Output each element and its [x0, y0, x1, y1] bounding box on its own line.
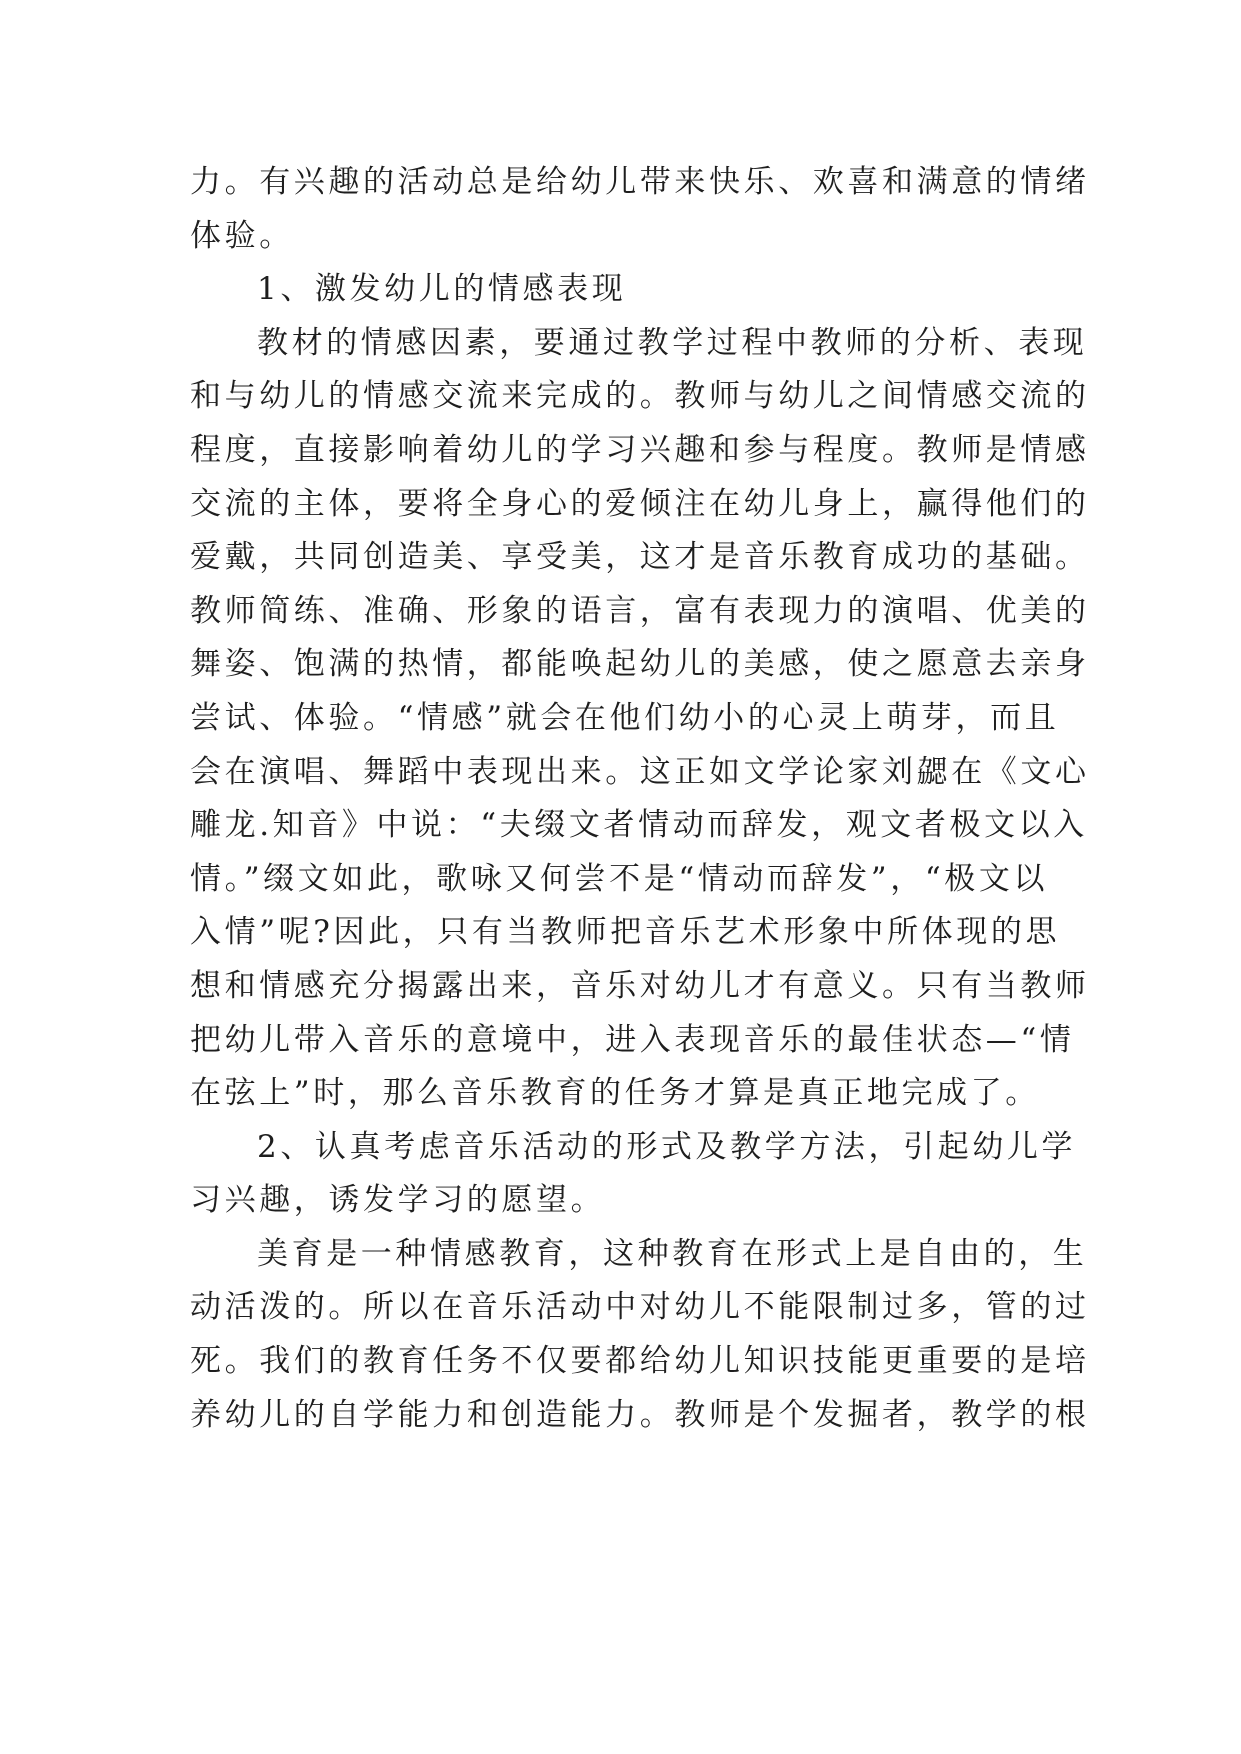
text-line: 教师简练、准确、形象的语言，富有表现力的演唱、优美的: [190, 592, 1090, 629]
text-line: 爱戴，共同创造美、享受美，这才是音乐教育成功的基础。: [190, 539, 1090, 576]
text-line: 在弦上”时，那么音乐教育的任务才算是真正地完成了。: [190, 1075, 1040, 1112]
text-line: 动活泼的。所以在音乐活动中对幼儿不能限制过多，管的过: [190, 1289, 1090, 1326]
text-line: 情。”缀文如此，歌咏又何尝不是“情动而辞发”，“极文以: [190, 860, 1049, 897]
text-line: 死。我们的教育任务不仅要都给幼儿知识技能更重要的是培: [190, 1343, 1090, 1380]
text-line: 力。有兴趣的活动总是给幼儿带来快乐、欢喜和满意的情绪: [190, 164, 1090, 200]
document-body: [190, 156, 1090, 1442]
text-line: 雕龙.知音》中说：“夫缀文者情动而辞发，观文者极文以入: [190, 807, 1088, 844]
text-line: 把幼儿带入音乐的意境中，进入表现音乐的最佳状态—“情: [190, 1021, 1075, 1058]
text-line: 入情”呢?因此，只有当教师把音乐艺术形象中所体现的思: [190, 914, 1061, 951]
text-line: 舞姿、饱满的热情，都能唤起幼儿的美感，使之愿意去亲身: [190, 646, 1090, 683]
paragraph-first-line: 教材的情感因素，要通过教学过程中教师的分析、表现: [257, 324, 1088, 361]
text-line: 程度，直接影响着幼儿的学习兴趣和参与程度。教师是情感: [190, 431, 1090, 468]
text-line: 习兴趣，诱发学习的愿望。: [190, 1182, 606, 1219]
text-line: 和与幼儿的情感交流来完成的。教师与幼儿之间情感交流的: [190, 378, 1090, 415]
paragraph-first-line: 美育是一种情感教育，这种教育在形式上是自由的，生: [257, 1235, 1088, 1272]
text-line: 会在演唱、舞蹈中表现出来。这正如文学论家刘勰在《文心: [190, 753, 1090, 790]
paragraph-first-line: 1、激发幼儿的情感表现: [257, 271, 627, 308]
paragraph-first-line: 2、认真考虑音乐活动的形式及教学方法，引起幼儿学: [257, 1128, 1077, 1165]
text-line: 体验。: [190, 217, 294, 254]
text-line: 养幼儿的自学能力和创造能力。教师是个发掘者，教学的根: [190, 1396, 1090, 1433]
text-line: 尝试、体验。“情感”就会在他们幼小的心灵上萌芽，而且: [190, 699, 1060, 736]
text-line: 交流的主体，要将全身心的爱倾注在幼儿身上，赢得他们的: [190, 485, 1090, 522]
text-line: 想和情感充分揭露出来，音乐对幼儿才有意义。只有当教师: [190, 967, 1090, 1004]
